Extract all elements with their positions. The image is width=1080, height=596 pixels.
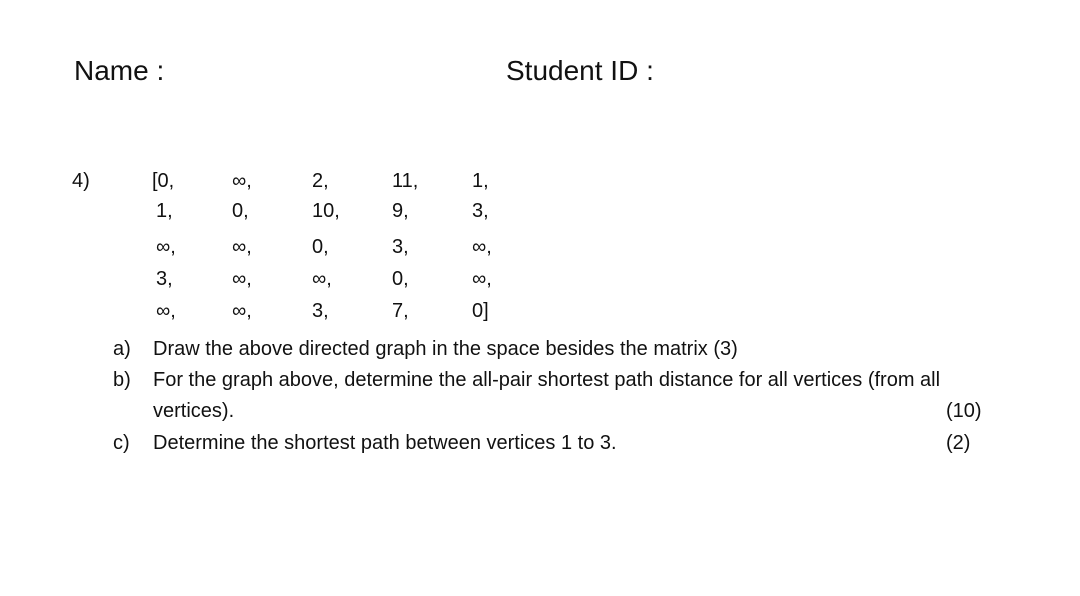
matrix-cell: ∞, — [156, 300, 176, 322]
student-id-label: Student ID : — [506, 55, 654, 86]
matrix-cell: ∞, — [312, 268, 332, 290]
matrix-cell: [0, — [152, 170, 175, 192]
part-letter: a) — [113, 338, 131, 360]
matrix-cell: ∞, — [472, 236, 492, 258]
part-letter: c) — [113, 432, 130, 454]
question-number: 4) — [72, 170, 90, 192]
matrix-cell: ∞, — [472, 268, 492, 290]
matrix-cell: 3, — [472, 200, 489, 222]
matrix-cell: 1, — [472, 170, 489, 192]
name-label: Name : — [74, 55, 165, 86]
matrix-cell: 0] — [472, 300, 489, 322]
part-text: Determine the shortest path between vertices 1 to 3. — [153, 432, 617, 454]
matrix-cell: 1, — [156, 200, 173, 222]
matrix-cell: ∞, — [232, 170, 252, 192]
matrix-cell: 7, — [392, 300, 409, 322]
part-text: Draw the above directed graph in the space besides the matrix (3) — [153, 338, 738, 360]
matrix-cell: 3, — [312, 300, 329, 322]
part-marks: (2) — [946, 432, 971, 454]
matrix-cell: 2, — [312, 170, 329, 192]
matrix-cell: 0, — [392, 268, 409, 290]
matrix-cell: ∞, — [232, 236, 252, 258]
matrix-cell: 3, — [392, 236, 409, 258]
matrix-cell: 0, — [312, 236, 329, 258]
part-text: For the graph above, determine the all-pair shortest path distance for all vertices (from all — [153, 369, 941, 391]
matrix-cell: 9, — [392, 200, 409, 222]
matrix-cell: ∞, — [232, 268, 252, 290]
matrix-cell: 10, — [312, 200, 340, 222]
part-letter: b) — [113, 369, 131, 391]
matrix-cell: ∞, — [156, 236, 176, 258]
matrix-cell: ∞, — [232, 300, 252, 322]
matrix-cell: 0, — [232, 200, 249, 222]
matrix-cell: 11, — [392, 170, 419, 192]
part-marks: (10) — [946, 400, 982, 422]
part-text-continued: vertices). — [153, 400, 235, 422]
matrix-cell: 3, — [156, 268, 173, 290]
